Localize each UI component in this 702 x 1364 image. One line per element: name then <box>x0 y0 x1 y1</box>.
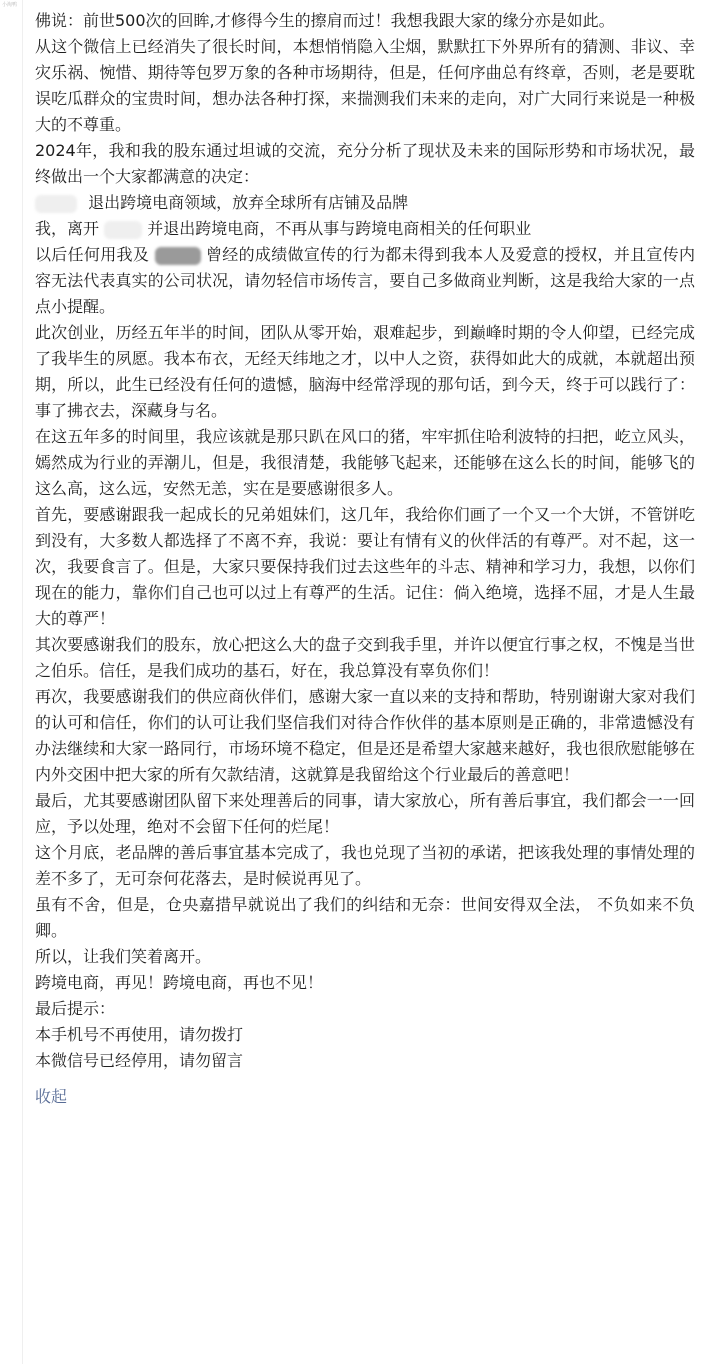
redacted-name <box>104 221 142 239</box>
post-paragraph-4: 此次创业，历经五年半的时间，团队从零开始，艰难起步，到巅峰时期的令人仰望，已经完成了我毕生的夙愿。我本布衣，无经天纬地之才，以中人之资，获得如此大的成就，本就超出预期，所以，此生已经没有任何的遗憾，脑海中经常浮现的那句话，到今天，终于可以践行了：事了拂衣去，深藏身与名。 <box>35 323 695 420</box>
publicity-line <box>35 242 695 320</box>
post-paragraph-10: 这个月底，老品牌的善后事宜基本完成了，我也兑现了当初的承诺，把该我处理的事情处理的差不多了，无可奈何花落去，是时候说再见了。 <box>35 843 695 888</box>
post-body <box>35 8 695 1074</box>
post-paragraph-6: 首先，要感谢跟我一起成长的兄弟姐妹们，这几年，我给你们画了一个又一个大饼，不管饼吃到没有，大多数人都选择了不离不弃，我说：要让有情有义的伙伴活的有尊严。对不起，这一次，我要食言了。但是，大家只要保持我们过去这些年的斗志、精神和学习力，我想，以你们现在的能力，靠你们自己也可以过上有尊严的生活。记住：倘入绝境，选择不屈，才是人生最大的尊严！ <box>35 505 695 628</box>
collapse-link[interactable]: 收起 <box>35 1087 68 1106</box>
redacted-brand <box>35 195 77 213</box>
publicity-text-before: 以后任何用我及 <box>35 245 150 264</box>
post-paragraph-3: 2024年，我和我的股东通过坦诚的交流，充分分析了现状及未来的国际形势和市场状况，最终做出一个大家都满意的决定： <box>35 141 695 186</box>
post-paragraph-14: 最后提示： <box>35 999 116 1018</box>
leave-text-before: 我，离开 <box>35 219 100 238</box>
post-paragraph-12: 所以，让我们笑着离开。 <box>35 947 212 966</box>
left-divider <box>22 0 23 1364</box>
post-paragraph-13: 跨境电商，再见！跨境电商，再也不见！ <box>35 973 324 992</box>
post-paragraph-2: 从这个微信上已经消失了很长时间，本想悄悄隐入尘烟，默默扛下外界所有的猜测、非议、幸灾乐祸、惋惜、期待等包罗万象的各种市场期待，但是，任何序曲总有终章，否则，老是要耽误吃瓜群众的宝贵时间，想办法各种打探，来揣测我们未来的走向，对广大同行来说是一种极大的不尊重。 <box>35 37 695 134</box>
withdraw-line <box>35 190 695 216</box>
post-paragraph-7: 其次要感谢我们的股东，放心把这么大的盘子交到我手里，并许以便宜行事之权，不愧是当世之伯乐。信任，是我们成功的基石，好在，我总算没有辜负你们！ <box>35 635 695 680</box>
post-paragraph-8: 再次，我要感谢我们的供应商伙伴们，感谢大家一直以来的支持和帮助，特别谢谢大家对我们的认可和信任，你们的认可让我们坚信我们对待合作伙伴的基本原则是正确的，非常遗憾没有办法继续和大家一路同行，市场环境不稳定，但是还是希望大家越来越好，我也很欣慰能够在内外交困中把大家的所有欠款结清，这就算是我留给这个行业最后的善意吧！ <box>35 687 695 784</box>
post-paragraph-5: 在这五年多的时间里，我应该就是那只趴在风口的猪，牢牢抓住哈利波特的扫把，屹立风头，嫣然成为行业的弄潮儿，但是，我很清楚，我能够飞起来，还能够在这么长的时间，能够飞的这么高，这么远，安然无恙，实在是要感谢很多人。 <box>35 427 695 498</box>
publicity-text-after: 曾经的成绩做宣传的行为都未得到我本人及爱意的授权，并且宣传内容无法代表真实的公司状况，请勿轻信市场传言，要自己多做商业判断，这是我给大家的一点点小提醒。 <box>35 245 695 316</box>
post-paragraph-9: 最后，尤其要感谢团队留下来处理善后的同事，请大家放心，所有善后事宜，我们都会一一回应，予以处理，绝对不会留下任何的烂尾！ <box>35 791 695 836</box>
post-paragraph-15: 本手机号不再使用，请勿拨打 <box>35 1025 244 1044</box>
moment-post <box>35 8 695 1108</box>
corner-watermark: 小淘鸭 <box>2 2 18 8</box>
withdraw-text: 退出跨境电商领域，放弃全球所有店铺及品牌 <box>88 193 409 212</box>
leave-line <box>35 216 695 242</box>
post-paragraph-11: 虽有不舍，但是，仓央嘉措早就说出了我们的纠结和无奈：世间安得双全法， 不负如来不负卿。 <box>35 895 695 940</box>
redacted-company <box>155 247 201 265</box>
post-paragraph-16: 本微信号已经停用，请勿留言 <box>35 1051 244 1070</box>
leave-text-after: 并退出跨境电商，不再从事与跨境电商相关的任何职业 <box>147 219 532 238</box>
post-paragraph-1: 佛说：前世500次的回眸,才修得今生的擦肩而过！我想我跟大家的缘分亦是如此。 <box>35 11 615 30</box>
